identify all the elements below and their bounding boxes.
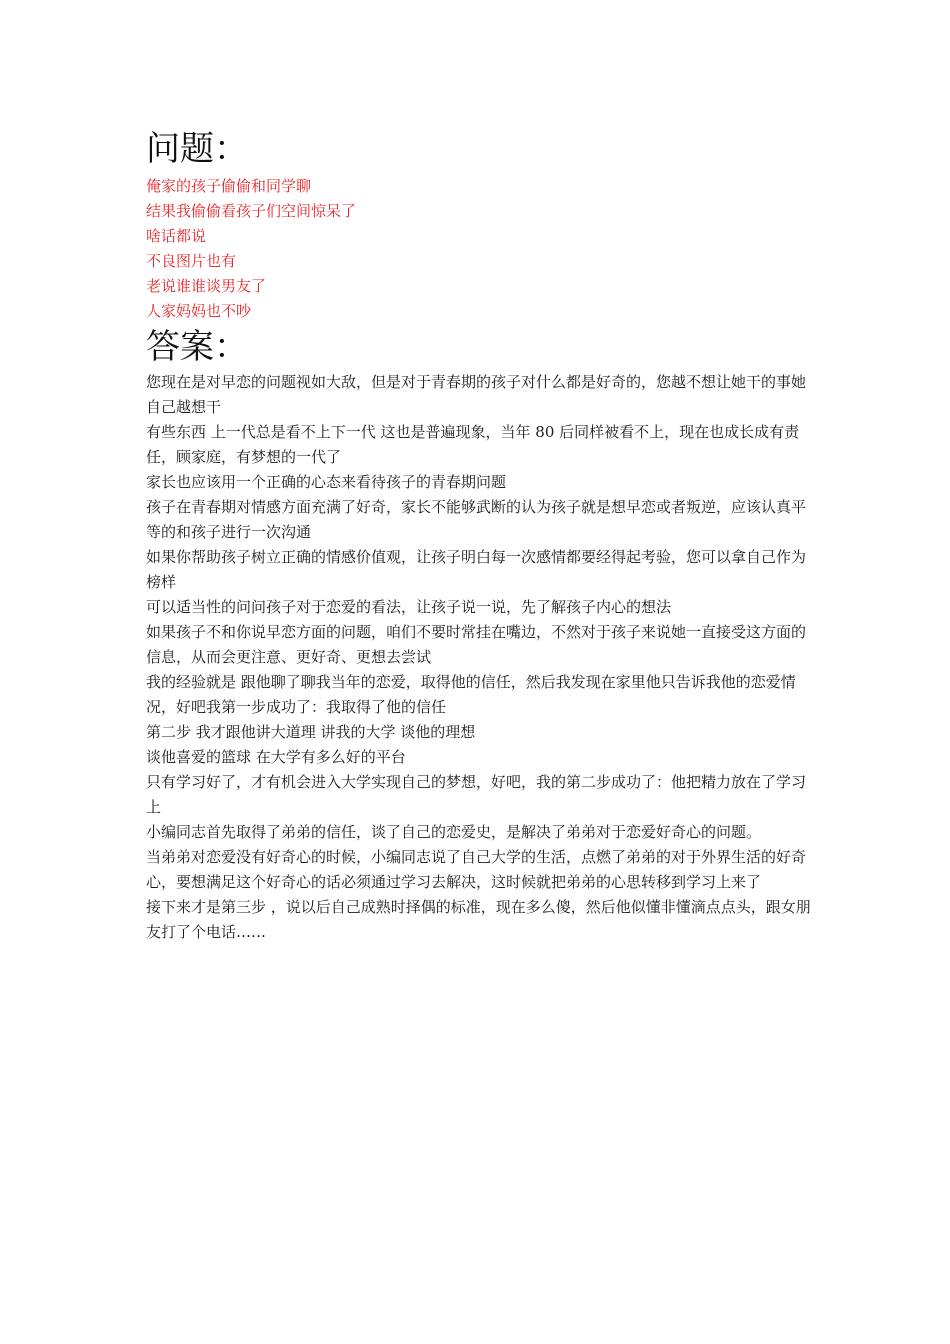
question-line: 人家妈妈也不吵: [146, 302, 252, 320]
answer-paragraph: 有些东西 上一代总是看不上下一代 这也是普遍现象，当年 80 后同样被看不上，现在也成长成有责任，顾家庭，有梦想的一代了: [146, 423, 800, 466]
question-line: 老说谁谁谈男友了: [146, 277, 267, 295]
question-line: 俺家的孩子偷偷和同学聊: [146, 177, 312, 195]
answer-heading: 答案：: [146, 327, 248, 367]
answer-paragraph: 谈他喜爱的篮球 在大学有多么好的平台: [146, 748, 406, 766]
answer-paragraph: 您现在是对早恋的问题视如大敌，但是对于青春期的孩子对什么都是好奇的，您越不想让她干的事她自己越想干: [146, 373, 807, 416]
document-page: [146, 126, 818, 945]
answer-paragraph: 第二步 我才跟他讲大道理 讲我的大学 谈他的理想: [146, 723, 476, 741]
question-heading: 问题：: [146, 129, 248, 169]
question-line: 结果我偷偷看孩子们空间惊呆了: [146, 202, 357, 220]
answer-paragraph: 家长也应该用一个正确的心态来看待孩子的青春期问题: [146, 473, 507, 491]
answer-body: [146, 370, 818, 945]
answer-paragraph: 如果孩子不和你说早恋方面的问题，咱们不要时常挂在嘴边，不然对于孩子来说她一直接受这方面的信息，从而会更注意、更好奇、更想去尝试: [146, 623, 807, 666]
answer-paragraph: 只有学习好了，才有机会进入大学实现自己的梦想，好吧，我的第二步成功了：他把精力放在了学习上: [146, 773, 807, 816]
answer-paragraph: 我的经验就是 跟他聊了聊我当年的恋爱，取得他的信任，然后我发现在家里他只告诉我他的恋爱情况，好吧我第一步成功了：我取得了他的信任: [146, 673, 796, 716]
answer-paragraph: 接下来才是第三步 ，说以后自己成熟时择偶的标准，现在多么傻，然后他似懂非懂滴点点头，跟女朋友打了个电话……: [146, 898, 811, 941]
answer-paragraph: 孩子在青春期对情感方面充满了好奇，家长不能够武断的认为孩子就是想早恋或者叛逆，应该认真平等的和孩子进行一次沟通: [146, 498, 807, 541]
question-line: 啥话都说: [146, 227, 207, 245]
answer-paragraph: 当弟弟对恋爱没有好奇心的时候，小编同志说了自己大学的生活，点燃了弟弟的对于外界生活的好奇心，要想满足这个好奇心的话必须通过学习去解决，这时候就把弟弟的心思转移到学习上来了: [146, 848, 807, 891]
question-line: 不良图片也有: [146, 252, 237, 270]
answer-paragraph: 可以适当性的问问孩子对于恋爱的看法，让孩子说一说，先了解孩子内心的想法: [146, 598, 672, 616]
answer-paragraph: 如果你帮助孩子树立正确的情感价值观，让孩子明白每一次感情都要经得起考验，您可以拿自己作为榜样: [146, 548, 807, 591]
answer-paragraph: 小编同志首先取得了弟弟的信任，谈了自己的恋爱史，是解决了弟弟对于恋爱好奇心的问题。: [146, 823, 762, 841]
question-body: [146, 174, 818, 324]
